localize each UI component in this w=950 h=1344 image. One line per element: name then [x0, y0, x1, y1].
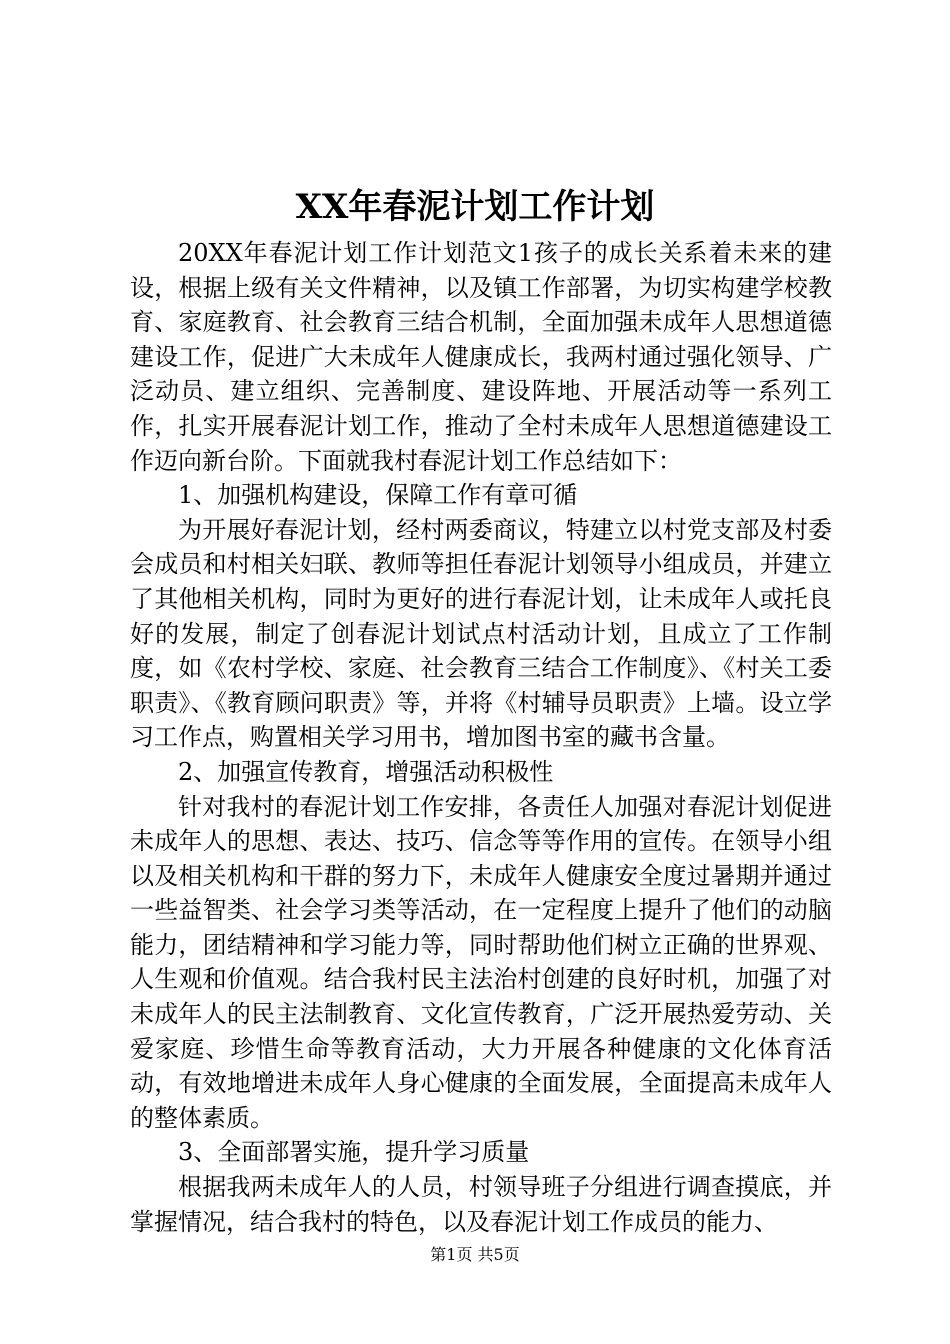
section-heading-3: 3、全面部署实施，提升学习质量	[178, 1138, 530, 1167]
document-body	[130, 236, 832, 1239]
section-heading-1: 1、加强机构建设，保障工作有章可循	[178, 481, 578, 510]
paragraph-intro: 20XX年春泥计划工作计划范文1孩子的成长关系着未来的建设，根据上级有关文件精神，以及镇工作部署，为切实构建学校教育、家庭教育、社会教育三结合机制，全面加强未成年人思想道德建设工作，促进广大未成年人健康成长，我两村通过强化领导、广泛动员、建立组织、完善制度、建设阵地、开展活动等一系列工作，扎实开展春泥计划工作，推动了全村未成年人思想道德建设工作迈向新台阶。下面就我村春泥计划工作总结如下：	[130, 239, 832, 475]
paragraph-section-2: 针对我村的春泥计划工作安排，各责任人加强对春泥计划促进未成年人的思想、表达、技巧、信念等等作用的宣传。在领导小组以及相关机构和干群的努力下，未成年人健康安全度过暑期并通过一些益智类、社会学习类等活动，在一定程度上提升了他们的动脑能力，团结精神和学习能力等，同时帮助他们树立正确的世界观、人生观和价值观。结合我村民主法治村创建的良好时机，加强了对未成年人的民主法制教育、文化宣传教育，广泛开展热爱劳动、关爱家庭、珍惜生命等教育活动，大力开展各种健康的文化体育活动，有效地增进未成年人身心健康的全面发展，全面提高未成年人的整体素质。	[130, 792, 832, 1132]
page-number: 第1页 共5页	[430, 1245, 520, 1264]
document-title: XX年春泥计划工作计划	[295, 187, 655, 227]
paragraph-section-1: 为开展好春泥计划，经村两委商议，特建立以村党支部及村委会成员和村相关妇联、教师等担任春泥计划领导小组成员，并建立了其他相关机构，同时为更好的进行春泥计划，让未成年人或托良好的发展，制定了创春泥计划试点村活动计划，且成立了工作制度，如《农村学校、家庭、社会教育三结合工作制度》、《村关工委职责》、《教育顾问职责》等，并将《村辅导员职责》上墙。设立学习工作点，购置相关学习用书，增加图书室的藏书含量。	[130, 515, 832, 752]
paragraph-section-3: 根据我两未成年人的人员，村领导班子分组进行调查摸底，并掌握情况，结合我村的特色，以及春泥计划工作成员的能力、	[130, 1173, 832, 1236]
section-heading-2: 2、加强宣传教育，增强活动积极性	[178, 757, 554, 786]
